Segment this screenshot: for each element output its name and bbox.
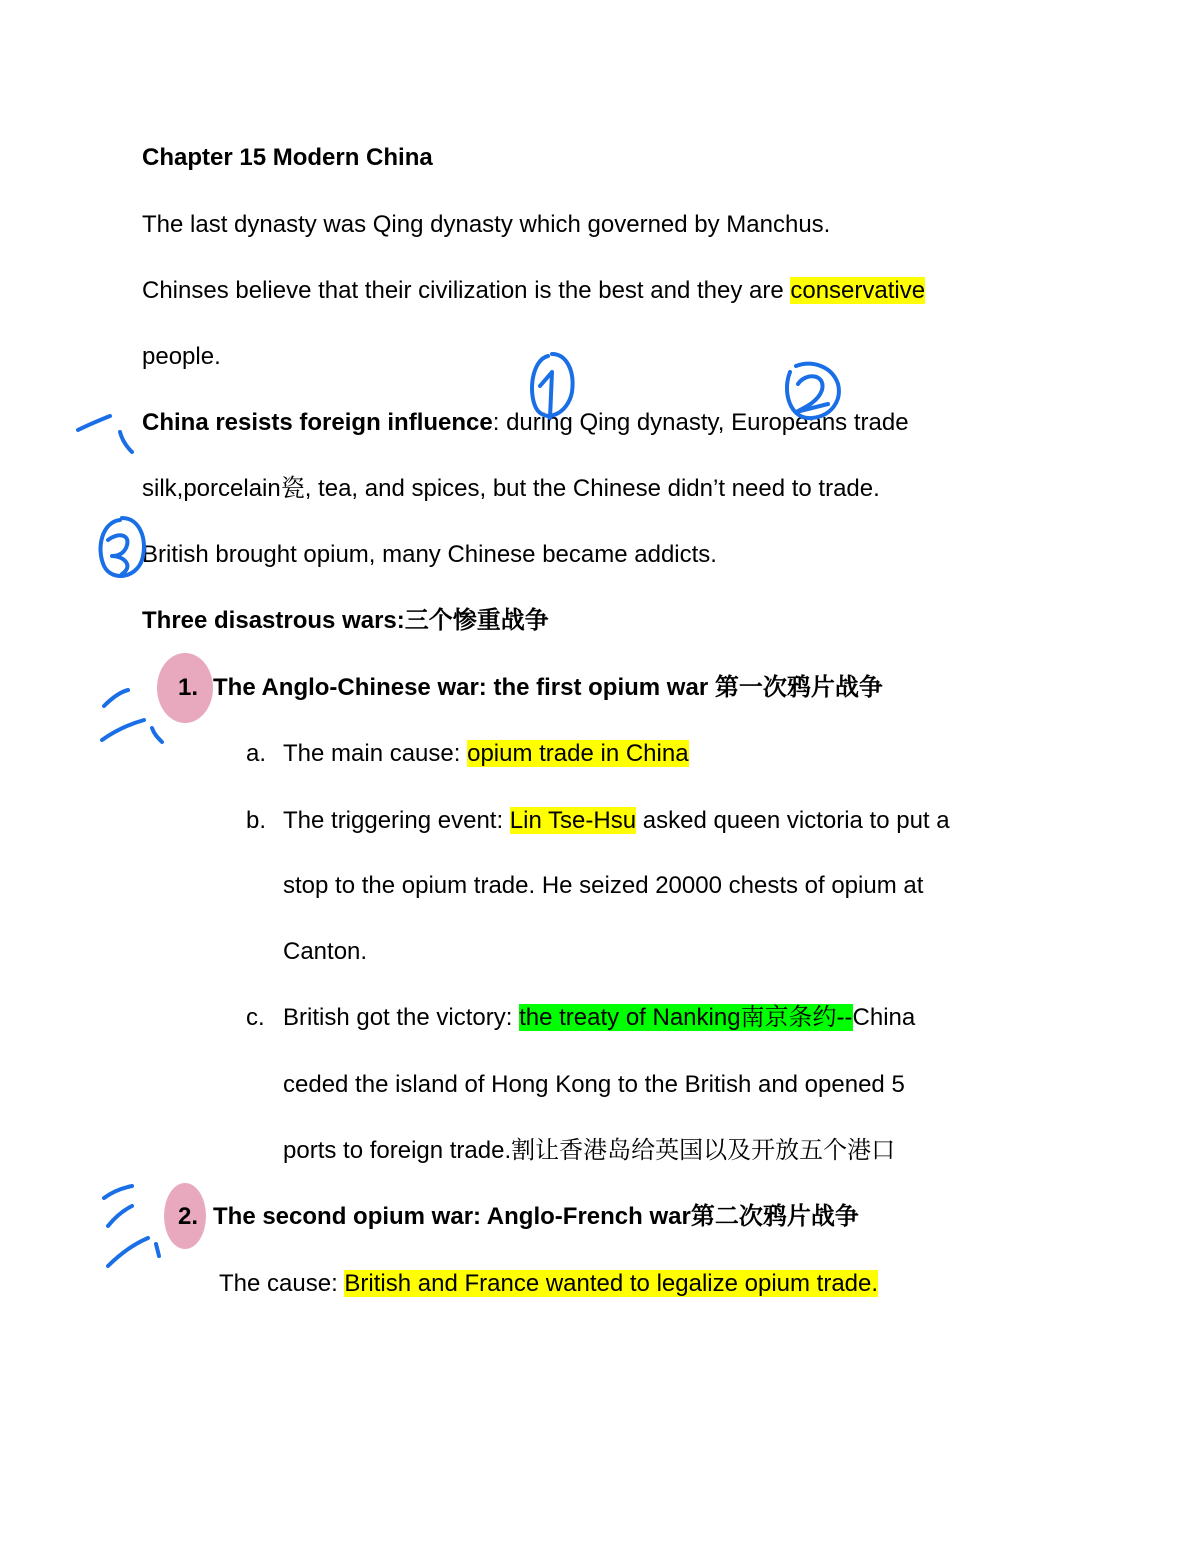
- highlight-legalize-opium: British and France wanted to legalize opium trade.: [344, 1270, 879, 1297]
- war1-item-b-cont2: Canton.: [283, 938, 368, 965]
- war1-item-b-label: The triggering event:: [283, 807, 510, 834]
- war1-item-c: [283, 1002, 915, 1034]
- heading-china-resists: China resists foreign influence: [142, 409, 493, 436]
- war1-item-a-label: The main cause:: [283, 740, 468, 767]
- war1-item-c-label: British got the victory:: [283, 1004, 520, 1031]
- paragraph-civilization-cont: people.: [142, 343, 221, 370]
- war1-item-c-cont2: ports to foreign trade.割让香港岛给英国以及开放五个港口: [283, 1137, 896, 1164]
- tick-mark-annotation-2: [102, 690, 162, 742]
- war1-item-b-cont1: stop to the opium trade. He seized 20000 chests of opium at: [283, 872, 924, 899]
- war1-item-c-rest: China: [852, 1004, 916, 1031]
- war1-item-b-rest: asked queen victoria to put a: [636, 807, 950, 834]
- highlight-conservative: conservative: [790, 277, 926, 304]
- paragraph-civilization: [142, 275, 925, 307]
- war1-item-b-marker: b.: [246, 807, 267, 834]
- tick-mark-annotation-1: [78, 416, 132, 452]
- war1-title: The Anglo-Chinese war: the first opium war 第一次鸦片战争: [213, 674, 883, 701]
- document-title: Chapter 15 Modern China: [142, 144, 433, 171]
- wars-heading: Three disastrous wars:三个惨重战争: [142, 607, 549, 634]
- tick-mark-annotation-3: [104, 1186, 159, 1266]
- war2-title: The second opium war: Anglo-French war第二次鸦片战争: [213, 1203, 859, 1230]
- war1-item-c-marker: c.: [246, 1004, 265, 1031]
- war2-cause-label: The cause:: [219, 1270, 345, 1297]
- paragraph-civilization-text: Chinses believe that their civilization is the best and they are: [142, 277, 791, 304]
- war1-item-a-marker: a.: [246, 740, 267, 767]
- paragraph-foreign-influence-cont: silk,porcelain瓷, tea, and spices, but the Chinese didn’t need to trade.: [142, 475, 880, 502]
- war1-number: 1.: [178, 674, 199, 701]
- circled-number-3-annotation: [101, 518, 144, 576]
- paragraph-qing-dynasty: The last dynasty was Qing dynasty which governed by Manchus.: [142, 211, 831, 238]
- war2-cause: [219, 1268, 878, 1300]
- highlight-opium-trade: opium trade in China: [467, 740, 689, 767]
- highlight-treaty-nanking: the treaty of Nanking南京条约--: [519, 1004, 853, 1031]
- paragraph-opium-addicts: British brought opium, many Chinese became addicts.: [142, 541, 717, 568]
- war1-item-c-cont1: ceded the island of Hong Kong to the British and opened 5: [283, 1071, 905, 1098]
- highlight-lin-tse-hsu: Lin Tse-Hsu: [509, 807, 637, 834]
- war1-item-b: [283, 805, 950, 837]
- war1-item-a: [283, 738, 689, 770]
- paragraph-foreign-influence-text: : during Qing dynasty, Europeans trade: [492, 409, 909, 436]
- war2-number: 2.: [178, 1203, 199, 1230]
- paragraph-foreign-influence: [142, 407, 909, 439]
